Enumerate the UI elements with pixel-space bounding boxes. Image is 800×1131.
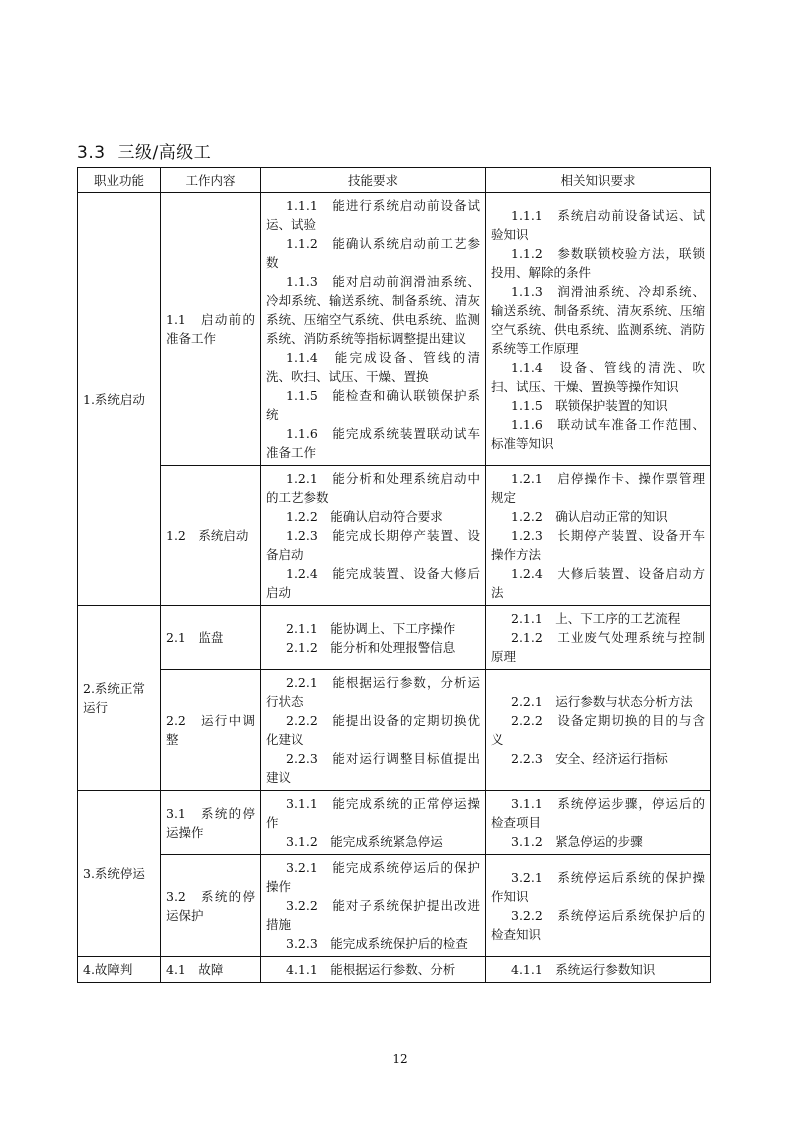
header-content: 工作内容	[161, 168, 261, 193]
knowledge-item: 3.1.2 紧急停运的步骤	[511, 834, 643, 849]
skill-item: 3.1.1 能完成系统的正常停运操作	[266, 796, 480, 830]
function-cell: 1.系统启动	[78, 193, 161, 606]
skill-item: 4.1.1 能根据运行参数、分析	[286, 962, 456, 977]
content-cell: 1.2 系统启动	[161, 466, 261, 606]
knowledge-item: 3.2.1 系统停运后系统的保护操作知识	[491, 869, 705, 904]
knowledge-item: 2.1.1 上、下工序的工艺流程	[511, 611, 681, 626]
skill-item: 3.1.2 能完成系统紧急停运	[286, 834, 443, 849]
table-header-row	[78, 168, 711, 193]
knowledge-item: 1.1.5 联锁保护装置的知识	[511, 397, 668, 413]
knowledge-cell	[486, 791, 711, 855]
skill-item: 1.1.6 能完成系统装置联动试车准备工作	[266, 426, 480, 460]
header-function: 职业功能	[78, 168, 161, 193]
knowledge-item: 1.1.1 系统启动前设备试运、试验知识	[491, 207, 705, 242]
knowledge-item: 2.2.3 安全、经济运行指标	[511, 751, 668, 766]
skill-item: 1.1.5 能检查和确认联锁保护系统	[266, 388, 480, 422]
skill-item: 2.2.1 能根据运行参数，分析运行状态	[266, 675, 480, 709]
knowledge-item: 1.2.3 长期停产装置、设备开车操作方法	[491, 528, 705, 562]
function-cell: 4.故障判	[78, 957, 161, 983]
skills-cell	[261, 855, 486, 957]
knowledge-item: 1.1.2 参数联锁校验方法，联锁投用、解除的条件	[491, 245, 705, 280]
knowledge-item: 2.1.2 工业废气处理系统与控制原理	[491, 630, 705, 664]
skills-cell	[261, 791, 486, 855]
knowledge-item: 2.2.2 设备定期切换的目的与含义	[491, 713, 705, 747]
knowledge-item: 2.2.1 运行参数与状态分析方法	[511, 694, 693, 709]
knowledge-item: 1.1.6 联动试车准备工作范围、标准等知识	[491, 416, 705, 451]
skill-item: 2.1.2 能分析和处理报警信息	[286, 639, 456, 655]
section-title: 三级/高级工	[117, 143, 212, 163]
skill-item: 2.2.3 能对运行调整目标值提出建议	[266, 751, 480, 785]
skill-item: 3.2.3 能完成系统保护后的检查	[286, 936, 468, 951]
knowledge-item: 1.1.4 设备、管线的清洗、吹扫、试压、干燥、置换等操作知识	[491, 359, 705, 394]
knowledge-cell	[486, 855, 711, 957]
knowledge-item: 3.1.1 系统停运步骤，停运后的检查项目	[491, 796, 705, 830]
content-cell: 3.1 系统的停运操作	[161, 791, 261, 855]
knowledge-item: 1.2.2 确认启动正常的知识	[511, 509, 668, 524]
skill-item: 1.1.4 能完成设备、管线的清洗、吹扫、试压、干燥、置换	[266, 350, 480, 384]
table-row	[78, 791, 711, 855]
table-row	[78, 466, 711, 606]
function-cell: 3.系统停运	[78, 791, 161, 957]
page-number: 12	[392, 1052, 408, 1066]
knowledge-cell	[486, 606, 711, 670]
skills-cell	[261, 466, 486, 606]
skill-item: 1.2.4 能完成装置、设备大修后启动	[266, 566, 480, 600]
section-heading	[77, 138, 211, 163]
skills-cell	[261, 957, 486, 983]
knowledge-item: 1.2.4 大修后装置、设备启动方法	[491, 566, 705, 600]
skill-item: 1.1.3 能对启动前润滑油系统、冷却系统、输送系统、制备系统、清灰系统、压缩空气系统、供电系统、监测系统、消防系统等指标调整提出建议	[266, 274, 480, 346]
skills-table	[77, 167, 711, 983]
content-cell: 2.2 运行中调整	[161, 670, 261, 791]
content-cell: 2.1 监盘	[161, 606, 261, 670]
skill-item: 3.2.1 能完成系统停运后的保护操作	[266, 860, 480, 894]
skill-item: 1.1.2 能确认系统启动前工艺参数	[266, 236, 480, 270]
table-row	[78, 855, 711, 957]
knowledge-item: 4.1.1 系统运行参数知识	[511, 962, 656, 977]
skill-item: 2.1.1 能协调上、下工序操作	[286, 620, 456, 636]
header-skills: 技能要求	[261, 168, 486, 193]
knowledge-item: 3.2.2 系统停运后系统保护后的检查知识	[491, 907, 705, 942]
knowledge-item: 1.1.3 润滑油系统、冷却系统、输送系统、制备系统、清灰系统、压缩空气系统、供电系统、监测系统、消防系统等工作原理	[491, 283, 705, 356]
skill-item: 2.2.2 能提出设备的定期切换优化建议	[266, 713, 480, 747]
knowledge-cell	[486, 466, 711, 606]
content-cell: 1.1 启动前的准备工作	[161, 193, 261, 466]
content-cell: 3.2 系统的停运保护	[161, 855, 261, 957]
skill-item: 1.1.1 能进行系统启动前设备试运、试验	[266, 198, 480, 232]
knowledge-cell	[486, 193, 711, 466]
header-knowledge: 相关知识要求	[486, 168, 711, 193]
skill-item: 1.2.1 能分析和处理系统启动中的工艺参数	[266, 471, 480, 505]
skill-item: 1.2.2 能确认启动符合要求	[286, 509, 443, 524]
skills-cell	[261, 670, 486, 791]
table-row	[78, 957, 711, 983]
function-cell: 2.系统正常运行	[78, 606, 161, 791]
knowledge-cell	[486, 957, 711, 983]
table-row	[78, 193, 711, 466]
skills-cell	[261, 193, 486, 466]
knowledge-item: 1.2.1 启停操作卡、操作票管理规定	[491, 471, 705, 505]
skill-item: 1.2.3 能完成长期停产装置、设备启动	[266, 528, 480, 562]
table-row	[78, 606, 711, 670]
table-row	[78, 670, 711, 791]
content-cell: 4.1 故障	[161, 957, 261, 983]
knowledge-cell	[486, 670, 711, 791]
skill-item: 3.2.2 能对子系统保护提出改进措施	[266, 898, 480, 932]
skills-cell	[261, 606, 486, 670]
section-number: 3.3	[77, 143, 106, 163]
